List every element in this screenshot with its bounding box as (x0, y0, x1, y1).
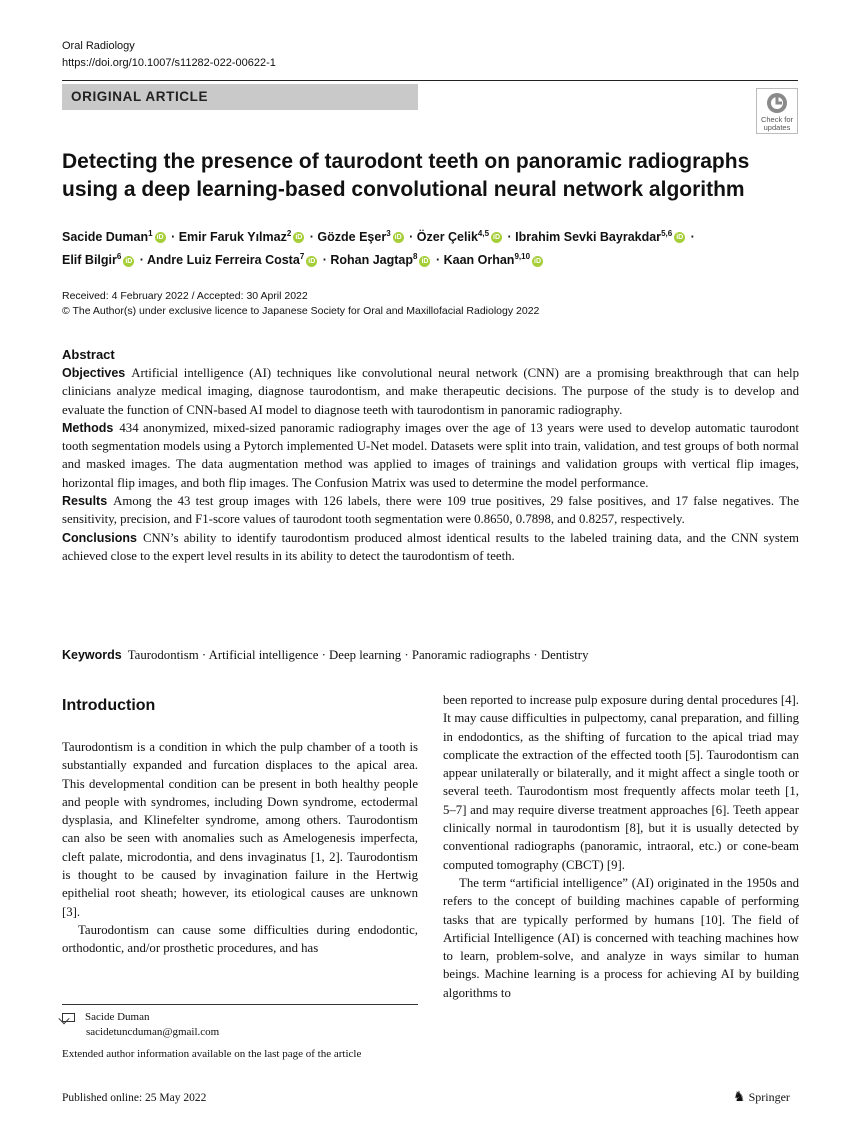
abstract-objectives (62, 364, 799, 419)
author-separator: · (306, 230, 318, 245)
author-name: Gözde Eşer (317, 230, 387, 245)
author[interactable] (62, 230, 168, 244)
author-separator: · (687, 230, 695, 245)
publisher-name: Springer (748, 1090, 790, 1104)
corr-name: Sacide Duman (85, 1011, 150, 1023)
title-line2: using a deep learning-based convolutional neural network algorithm (62, 178, 745, 201)
crossmark-icon (766, 92, 788, 114)
results-text: Among the 43 test group images with 126 labels, there were 109 true positives, 29 false positives, and 17 false negatives. The sensitivity, precision, and F1-score values of taurodont tooth segmentation were 0.8650, 0.7898, and 0.8257, respectively. (62, 494, 799, 527)
orcid-icon[interactable]: iD (125, 257, 133, 265)
author[interactable] (444, 253, 545, 267)
author-name: Elif Bilgir (62, 253, 117, 268)
abstract-results (62, 492, 799, 529)
keywords-text: Taurodontism · Artificial intelligence · Deep learning · Panoramic radiographs · Dentistry (127, 648, 589, 662)
copyright-line: © The Author(s) under exclusive licence to Japanese Society for Oral and Maxillofacial Radiology 2022 (62, 305, 540, 317)
objectives-text: Artificial intelligence (AI) techniques like convolutional neural network (CNN) are a promising breakthrough that can help clinicians analyze medical imaging, diagnose taurodontism, and make therapeutic decisions. The purpose of the study is to develop and evaluate the function of CNN-based AI model to diagnose teeth with taurodontism in panoramic radiography. (62, 366, 799, 417)
section-heading-introduction: Introduction (62, 697, 156, 714)
author-affiliation: 4,5 (477, 229, 490, 238)
header-rule (62, 80, 798, 81)
conclusions-label: Conclusions (62, 530, 138, 545)
author-affiliation: 3 (386, 229, 391, 238)
doi-link[interactable]: https://doi.org/10.1007/s11282-022-00622-1 (62, 57, 276, 69)
intro-paragraph-4: The term “artificial intelligence” (AI) originated in the 1950s and refers to the concept of building machines capable of performing tasks that are typically performed by humans [10]. The field of Artificial Intelligence (AI) is concerned with teaching machines how to learn, problem-solve, and analyze in ways similar to human beings. Machine learning is a process for achieving AI by building algorithms to (443, 875, 799, 1000)
author[interactable] (417, 230, 504, 244)
publisher-logo (733, 1089, 790, 1106)
abstract (62, 346, 799, 565)
author-affiliation: 5,6 (661, 229, 673, 238)
keywords (62, 646, 799, 664)
orcid-icon[interactable]: iD (295, 234, 303, 242)
title-line1: Detecting the presence of taurodont teeth on panoramic radiographs (62, 150, 750, 173)
abstract-heading: Abstract (62, 347, 115, 362)
intro-paragraph-3: been reported to increase pulp exposure during dental procedures [4]. It may cause difficulties in pulpectomy, canal preparation, and filling in endodontics, as the shifting of furcation to the apical triad may complicate the extraction of the effected tooth [5]. Taurodontism can appear unilaterally or bilaterally, and it might affect a single tooth or several teeth. Taurodontism most frequently affects molar teeth [1, 5–7] and may require diverse treatment approaches [6]. Teeth appear clinically normal in taurodontism [8], but it is usually detected by conventional radiographs (panoramic, intraoral, etc.) or cone-beam computed tomography (CBCT) [9]. (443, 693, 799, 872)
author[interactable] (62, 253, 136, 267)
objectives-label: Objectives (62, 366, 126, 380)
author-affiliation: 8 (413, 252, 418, 262)
published-online: Published online: 25 May 2022 (62, 1092, 207, 1104)
orcid-icon[interactable]: iD (493, 234, 501, 242)
author-affiliation: 1 (148, 229, 153, 238)
intro-paragraph-1: Taurodontism is a condition in which the pulp chamber of a tooth is substantially expanded and furcation displaces to the apical area. This developmental condition can be present in both healthy people and people with syndromes, including Down syndrome, ectodermal dysplasia, and Klinefelter syndrome, among others. Taurodontism can also be seen with anomalies such as Amelogenesis imperfecta, cleft palate, microdontia, and dens invaginatus [1, 2]. Taurodontism is thought to be caused by invagination failure in the Hertwig epithelial root sheath; however, its etiological causes are unknown [3]. (62, 740, 418, 919)
crossmark-badge[interactable] (756, 88, 798, 134)
author-list (62, 224, 802, 270)
author-separator: · (432, 253, 444, 268)
abstract-methods (62, 419, 799, 492)
author-name: Emir Faruk Yılmaz (178, 230, 287, 245)
footnote-rule (62, 1004, 418, 1005)
methods-label: Methods (62, 420, 114, 435)
envelope-icon (62, 1013, 75, 1022)
orcid-icon[interactable]: iD (156, 234, 164, 242)
results-label: Results (62, 494, 108, 509)
corr-name-row (62, 1010, 418, 1025)
author-name: Sacide Duman (62, 230, 149, 245)
conclusions-text: CNN’s ability to identify taurodontism produced almost identical results to the labeled training data, and the CNN system achieved close to the expert level results in its ability to detect the taurodontism of teeth. (62, 530, 799, 563)
author-separator: · (504, 230, 516, 245)
author-name: Ibrahim Sevki Bayrakdar (515, 230, 662, 245)
corresponding-author (62, 1010, 418, 1062)
article-title (62, 148, 802, 204)
orcid-icon[interactable]: iD (534, 257, 542, 265)
author[interactable] (179, 230, 307, 244)
orcid-icon[interactable]: iD (308, 257, 316, 265)
abstract-conclusions (62, 529, 799, 566)
right-column (443, 691, 799, 1002)
crossmark-line1: Check for (760, 115, 794, 124)
journal-header (62, 38, 276, 72)
author[interactable] (515, 230, 687, 244)
author-separator: · (136, 253, 147, 268)
springer-horse-icon: ♞ (733, 1090, 746, 1105)
left-column (62, 738, 418, 958)
author-name: Andre Luiz Ferreira Costa (146, 253, 300, 268)
extended-info-note: Extended author information available on the last page of the article (62, 1048, 362, 1060)
author-name: Rohan Jagtap (330, 253, 414, 268)
corr-email[interactable]: sacidetuncduman@gmail.com (86, 1026, 220, 1038)
intro-paragraph-2: Taurodontism can cause some difficulties during endodontic, orthodontic, and/or prosthetic procedures, and has (62, 922, 418, 956)
author-name: Özer Çelik (416, 230, 478, 245)
author[interactable] (147, 253, 319, 267)
author-affiliation: 7 (299, 252, 305, 262)
author-name: Kaan Orhan (443, 253, 515, 268)
article-type-label: ORIGINAL ARTICLE (62, 84, 418, 110)
author-separator: · (319, 253, 331, 268)
author-separator: · (167, 230, 179, 245)
keywords-label: Keywords (62, 648, 122, 662)
orcid-icon[interactable]: iD (421, 257, 429, 265)
article-dates (62, 289, 802, 319)
author-separator: · (405, 230, 417, 245)
author-affiliation: 2 (286, 229, 292, 238)
author-affiliation: 6 (116, 252, 122, 262)
crossmark-line2: updates (763, 123, 791, 132)
orcid-icon[interactable]: iD (676, 234, 684, 242)
received-accepted: Received: 4 February 2022 / Accepted: 30 April 2022 (62, 290, 308, 302)
journal-name: Oral Radiology (62, 40, 135, 52)
author[interactable] (317, 230, 405, 244)
author[interactable] (330, 253, 432, 267)
orcid-icon[interactable]: iD (394, 234, 402, 242)
author-affiliation: 9,10 (514, 252, 531, 262)
methods-text: 434 anonymized, mixed-sized panoramic radiography images over the age of 13 years were used to develop automatic taurodont tooth segmentation models using a Pytorch implemented U-Net model. Datasets were split into train, validation, and test groups of both normal and masked images. The data augmentation method was applied to images of trainings and validation groups with vertical flip images, horizontal flip images, and both flip images. The Confusion Matrix was used to determine the model performance. (62, 420, 799, 490)
